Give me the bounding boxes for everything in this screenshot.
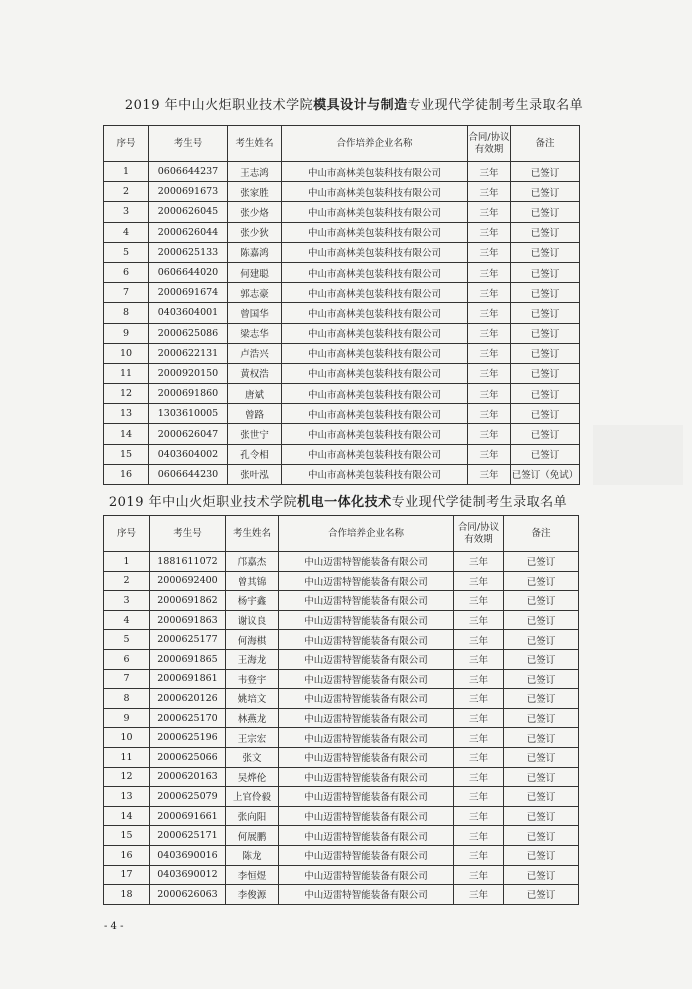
- cell-validity: 三年: [468, 464, 511, 484]
- cell-name: 何海棋: [226, 630, 279, 650]
- cell-remark: 已签订: [504, 865, 579, 885]
- cell-remark: 已签订: [504, 826, 579, 846]
- col-header-validity: 合同/协议有效期: [454, 516, 504, 552]
- cell-exam-id: 2000625177: [150, 630, 226, 650]
- cell-company: 中山市高林美包装科技有限公司: [282, 444, 468, 464]
- cell-index: 17: [104, 865, 150, 885]
- cell-company: 中山迈雷特智能装备有限公司: [279, 708, 454, 728]
- cell-exam-id: 0403690016: [150, 845, 226, 865]
- cell-remark: 已签订: [504, 591, 579, 611]
- cell-validity: 三年: [454, 669, 504, 689]
- cell-name: 王海龙: [226, 649, 279, 669]
- cell-remark: 已签订: [504, 845, 579, 865]
- table-row: [104, 630, 579, 650]
- cell-exam-id: 2000626045: [149, 202, 228, 222]
- cell-name: 郭志豪: [228, 283, 282, 303]
- cell-remark: 已签订: [504, 689, 579, 709]
- cell-validity: 三年: [454, 552, 504, 572]
- cell-index: 12: [104, 767, 150, 787]
- cell-exam-id: 2000625086: [149, 323, 228, 343]
- table-row: [104, 404, 580, 424]
- cell-name: 何建聪: [228, 262, 282, 282]
- cell-validity: 三年: [454, 747, 504, 767]
- cell-company: 中山市高林美包装科技有限公司: [282, 424, 468, 444]
- cell-index: 8: [104, 303, 149, 323]
- cell-remark: 已签订: [504, 571, 579, 591]
- cell-company: 中山迈雷特智能装备有限公司: [279, 747, 454, 767]
- cell-company: 中山迈雷特智能装备有限公司: [279, 806, 454, 826]
- cell-exam-id: 2000625079: [150, 787, 226, 807]
- cell-name: 林燕龙: [226, 708, 279, 728]
- cell-name: 卢浩兴: [228, 343, 282, 363]
- cell-company: 中山迈雷特智能装备有限公司: [279, 610, 454, 630]
- cell-name: 吴烨伦: [226, 767, 279, 787]
- cell-company: 中山市高林美包装科技有限公司: [282, 303, 468, 323]
- cell-validity: 三年: [454, 826, 504, 846]
- table-row: [104, 865, 579, 885]
- cell-remark: 已签订: [511, 424, 580, 444]
- col-header-index: 序号: [104, 126, 149, 162]
- cell-name: 张向阳: [226, 806, 279, 826]
- table-row: [104, 182, 580, 202]
- cell-exam-id: 2000622131: [149, 343, 228, 363]
- cell-exam-id: 2000691862: [150, 591, 226, 611]
- cell-remark: 已签订: [511, 242, 580, 262]
- table-row: [104, 323, 580, 343]
- cell-remark: 已签订: [504, 708, 579, 728]
- cell-remark: 已签订: [511, 404, 580, 424]
- cell-validity: 三年: [454, 767, 504, 787]
- cell-remark: 已签订: [504, 806, 579, 826]
- cell-exam-id: 2000620126: [150, 689, 226, 709]
- cell-index: 11: [104, 747, 150, 767]
- cell-remark: 已签订: [511, 444, 580, 464]
- cell-name: 陈龙: [226, 845, 279, 865]
- table-row: [104, 747, 579, 767]
- cell-name: 唐斌: [228, 384, 282, 404]
- cell-exam-id: 1881611072: [150, 552, 226, 572]
- table-row: [104, 845, 579, 865]
- title-prefix: 2019 年中山火炬职业技术学院: [108, 495, 298, 510]
- cell-company: 中山市高林美包装科技有限公司: [282, 323, 468, 343]
- cell-company: 中山市高林美包装科技有限公司: [282, 384, 468, 404]
- cell-validity: 三年: [468, 162, 511, 182]
- cell-name: 王宗宏: [226, 728, 279, 748]
- cell-exam-id: 0606644020: [149, 262, 228, 282]
- cell-index: 16: [104, 464, 149, 484]
- cell-index: 5: [104, 630, 150, 650]
- cell-exam-id: 2000691861: [150, 669, 226, 689]
- cell-validity: 三年: [454, 845, 504, 865]
- cell-validity: 三年: [454, 610, 504, 630]
- cell-name: 上官伶毅: [226, 787, 279, 807]
- table-row: [104, 464, 580, 484]
- cell-name: 梁志华: [228, 323, 282, 343]
- cell-name: 李俊源: [226, 885, 279, 905]
- table-row: [104, 610, 579, 630]
- cell-validity: 三年: [454, 885, 504, 905]
- cell-company: 中山迈雷特智能装备有限公司: [279, 571, 454, 591]
- cell-company: 中山市高林美包装科技有限公司: [282, 262, 468, 282]
- cell-validity: 三年: [454, 806, 504, 826]
- table-row: [104, 669, 579, 689]
- cell-company: 中山市高林美包装科技有限公司: [282, 283, 468, 303]
- cell-validity: 三年: [468, 384, 511, 404]
- col-header-company: 合作培养企业名称: [279, 516, 454, 552]
- cell-index: 1: [104, 552, 150, 572]
- cell-name: 张少烙: [228, 202, 282, 222]
- cell-index: 18: [104, 885, 150, 905]
- cell-validity: 三年: [468, 182, 511, 202]
- title-suffix: 专业现代学徒制考生录取名单: [391, 495, 568, 510]
- cell-company: 中山市高林美包装科技有限公司: [282, 242, 468, 262]
- cell-company: 中山迈雷特智能装备有限公司: [279, 728, 454, 748]
- cell-company: 中山迈雷特智能装备有限公司: [279, 591, 454, 611]
- cell-remark: 已签订: [511, 202, 580, 222]
- cell-validity: 三年: [454, 630, 504, 650]
- cell-index: 10: [104, 343, 149, 363]
- admission-table-mechatronics: [103, 515, 579, 905]
- cell-index: 3: [104, 202, 149, 222]
- cell-company: 中山迈雷特智能装备有限公司: [279, 552, 454, 572]
- cell-index: 15: [104, 444, 149, 464]
- cell-validity: 三年: [454, 649, 504, 669]
- cell-validity: 三年: [468, 343, 511, 363]
- table-row: [104, 343, 580, 363]
- cell-remark: 已签订: [504, 630, 579, 650]
- cell-index: 6: [104, 262, 149, 282]
- cell-index: 3: [104, 591, 150, 611]
- col-header-name: 考生姓名: [228, 126, 282, 162]
- table-row: [104, 424, 580, 444]
- col-header-remark: 备注: [511, 126, 580, 162]
- col-header-name: 考生姓名: [226, 516, 279, 552]
- col-header-index: 序号: [104, 516, 150, 552]
- cell-validity: 三年: [454, 591, 504, 611]
- table-row: [104, 728, 579, 748]
- cell-index: 11: [104, 363, 149, 383]
- cell-company: 中山迈雷特智能装备有限公司: [279, 845, 454, 865]
- cell-remark: 已签订: [504, 767, 579, 787]
- table-row: [104, 708, 579, 728]
- cell-company: 中山市高林美包装科技有限公司: [282, 202, 468, 222]
- cell-company: 中山迈雷特智能装备有限公司: [279, 649, 454, 669]
- col-header-remark: 备注: [504, 516, 579, 552]
- table-header-row: [104, 516, 579, 552]
- cell-validity: 三年: [468, 202, 511, 222]
- cell-validity: 三年: [454, 787, 504, 807]
- cell-exam-id: 2000625170: [150, 708, 226, 728]
- table-row: [104, 384, 580, 404]
- cell-validity: 三年: [468, 242, 511, 262]
- cell-validity: 三年: [454, 571, 504, 591]
- section2-title: [0, 491, 684, 510]
- page-number: - 4 -: [104, 921, 124, 932]
- table-row: [104, 591, 579, 611]
- cell-name: 曾其锦: [226, 571, 279, 591]
- cell-index: 9: [104, 323, 149, 343]
- cell-exam-id: 2000691661: [150, 806, 226, 826]
- cell-name: 谢议良: [226, 610, 279, 630]
- table-row: [104, 552, 579, 572]
- table-row: [104, 242, 580, 262]
- cell-validity: 三年: [468, 303, 511, 323]
- cell-remark: 已签订: [504, 552, 579, 572]
- cell-name: 姚培文: [226, 689, 279, 709]
- cell-company: 中山市高林美包装科技有限公司: [282, 182, 468, 202]
- cell-name: 杨宇鑫: [226, 591, 279, 611]
- cell-remark: 已签订: [511, 262, 580, 282]
- cell-validity: 三年: [454, 728, 504, 748]
- cell-index: 13: [104, 787, 150, 807]
- cell-company: 中山迈雷特智能装备有限公司: [279, 767, 454, 787]
- cell-company: 中山迈雷特智能装备有限公司: [279, 865, 454, 885]
- cell-exam-id: 2000626063: [150, 885, 226, 905]
- cell-name: 张世宁: [228, 424, 282, 444]
- cell-remark: 已签订: [504, 787, 579, 807]
- cell-name: 何展鹏: [226, 826, 279, 846]
- cell-validity: 三年: [468, 222, 511, 242]
- cell-exam-id: 2000691674: [149, 283, 228, 303]
- table-row: [104, 649, 579, 669]
- cell-company: 中山市高林美包装科技有限公司: [282, 464, 468, 484]
- cell-index: 9: [104, 708, 150, 728]
- cell-remark: 已签订: [504, 885, 579, 905]
- cell-index: 13: [104, 404, 149, 424]
- table-row: [104, 162, 580, 182]
- cell-company: 中山迈雷特智能装备有限公司: [279, 669, 454, 689]
- cell-company: 中山迈雷特智能装备有限公司: [279, 826, 454, 846]
- table-row: [104, 571, 579, 591]
- cell-name: 孔令相: [228, 444, 282, 464]
- cell-exam-id: 2000920150: [149, 363, 228, 383]
- cell-index: 5: [104, 242, 149, 262]
- cell-exam-id: 2000691865: [150, 649, 226, 669]
- table-row: [104, 806, 579, 826]
- cell-index: 12: [104, 384, 149, 404]
- admission-table-mold-design: [103, 125, 580, 485]
- cell-index: 2: [104, 571, 150, 591]
- cell-index: 8: [104, 689, 150, 709]
- table-row: [104, 787, 579, 807]
- cell-exam-id: 2000626047: [149, 424, 228, 444]
- cell-index: 7: [104, 283, 149, 303]
- table-row: [104, 767, 579, 787]
- cell-validity: 三年: [468, 262, 511, 282]
- cell-remark: 已签订: [511, 283, 580, 303]
- cell-index: 16: [104, 845, 150, 865]
- cell-remark: 已签订: [511, 303, 580, 323]
- cell-exam-id: 0606644237: [149, 162, 228, 182]
- cell-remark: 已签订: [511, 384, 580, 404]
- cell-exam-id: 2000691860: [149, 384, 228, 404]
- table-header-row: [104, 126, 580, 162]
- cell-company: 中山市高林美包装科技有限公司: [282, 162, 468, 182]
- cell-company: 中山市高林美包装科技有限公司: [282, 343, 468, 363]
- cell-validity: 三年: [468, 404, 511, 424]
- cell-remark: 已签订: [511, 343, 580, 363]
- cell-exam-id: 0403604002: [149, 444, 228, 464]
- cell-name: 曾路: [228, 404, 282, 424]
- cell-exam-id: 2000625066: [150, 747, 226, 767]
- col-header-company: 合作培养企业名称: [282, 126, 468, 162]
- col-header-exam-id: 考生号: [149, 126, 228, 162]
- cell-index: 6: [104, 649, 150, 669]
- cell-exam-id: 0403604001: [149, 303, 228, 323]
- cell-validity: 三年: [454, 689, 504, 709]
- cell-validity: 三年: [468, 283, 511, 303]
- cell-remark: 已签订: [504, 747, 579, 767]
- cell-remark: 已签订: [511, 162, 580, 182]
- cell-company: 中山迈雷特智能装备有限公司: [279, 885, 454, 905]
- cell-exam-id: 2000691863: [150, 610, 226, 630]
- cell-remark: 已签订: [511, 363, 580, 383]
- cell-remark: 已签订: [504, 728, 579, 748]
- cell-exam-id: 0606644230: [149, 464, 228, 484]
- cell-name: 王志鸿: [228, 162, 282, 182]
- cell-company: 中山迈雷特智能装备有限公司: [279, 630, 454, 650]
- cell-company: 中山市高林美包装科技有限公司: [282, 222, 468, 242]
- cell-remark: 已签订: [504, 649, 579, 669]
- cell-name: 张家胜: [228, 182, 282, 202]
- cell-exam-id: 2000625171: [150, 826, 226, 846]
- table-row: [104, 222, 580, 242]
- cell-validity: 三年: [468, 363, 511, 383]
- cell-exam-id: 1303610005: [149, 404, 228, 424]
- cell-validity: 三年: [468, 444, 511, 464]
- cell-remark: 已签订: [511, 182, 580, 202]
- cell-name: 黄权浩: [228, 363, 282, 383]
- title-prefix: 2019 年中山火炬职业技术学院: [124, 98, 314, 113]
- table-row: [104, 363, 580, 383]
- cell-company: 中山迈雷特智能装备有限公司: [279, 787, 454, 807]
- table-row: [104, 283, 580, 303]
- cell-index: 15: [104, 826, 150, 846]
- cell-name: 张叶泓: [228, 464, 282, 484]
- cell-validity: 三年: [454, 708, 504, 728]
- cell-name: 李恒煜: [226, 865, 279, 885]
- cell-validity: 三年: [454, 865, 504, 885]
- col-header-exam-id: 考生号: [150, 516, 226, 552]
- cell-company: 中山市高林美包装科技有限公司: [282, 404, 468, 424]
- table-row: [104, 689, 579, 709]
- table-row: [104, 202, 580, 222]
- cell-name: 曾国华: [228, 303, 282, 323]
- cell-exam-id: 2000626044: [149, 222, 228, 242]
- cell-company: 中山市高林美包装科技有限公司: [282, 363, 468, 383]
- cell-validity: 三年: [468, 424, 511, 444]
- cell-index: 2: [104, 182, 149, 202]
- table-row: [104, 444, 580, 464]
- cell-name: 张少狄: [228, 222, 282, 242]
- cell-remark: 已签订（免试）: [511, 464, 580, 484]
- cell-index: 4: [104, 610, 150, 630]
- cell-index: 14: [104, 424, 149, 444]
- cell-name: 陈嘉鸿: [228, 242, 282, 262]
- cell-name: 邝嘉杰: [226, 552, 279, 572]
- table-row: [104, 303, 580, 323]
- title-suffix: 专业现代学徒制考生录取名单: [407, 98, 584, 113]
- title-major: 模具设计与制造: [313, 98, 408, 113]
- cell-remark: 已签订: [511, 222, 580, 242]
- cell-name: 韦登宇: [226, 669, 279, 689]
- cell-index: 14: [104, 806, 150, 826]
- cell-remark: 已签订: [504, 610, 579, 630]
- cell-index: 1: [104, 162, 149, 182]
- cell-validity: 三年: [468, 323, 511, 343]
- scan-smudge: [593, 425, 683, 485]
- cell-index: 7: [104, 669, 150, 689]
- cell-remark: 已签订: [511, 323, 580, 343]
- table-row: [104, 885, 579, 905]
- cell-index: 4: [104, 222, 149, 242]
- cell-exam-id: 0403690012: [150, 865, 226, 885]
- cell-exam-id: 2000692400: [150, 571, 226, 591]
- cell-company: 中山迈雷特智能装备有限公司: [279, 689, 454, 709]
- cell-exam-id: 2000620163: [150, 767, 226, 787]
- section1-title: [8, 94, 692, 113]
- table-row: [104, 826, 579, 846]
- cell-index: 10: [104, 728, 150, 748]
- cell-name: 张文: [226, 747, 279, 767]
- cell-exam-id: 2000625133: [149, 242, 228, 262]
- col-header-validity: 合同/协议有效期: [468, 126, 511, 162]
- cell-exam-id: 2000625196: [150, 728, 226, 748]
- table-row: [104, 262, 580, 282]
- cell-remark: 已签订: [504, 669, 579, 689]
- title-major: 机电一体化技术: [297, 495, 392, 510]
- cell-exam-id: 2000691673: [149, 182, 228, 202]
